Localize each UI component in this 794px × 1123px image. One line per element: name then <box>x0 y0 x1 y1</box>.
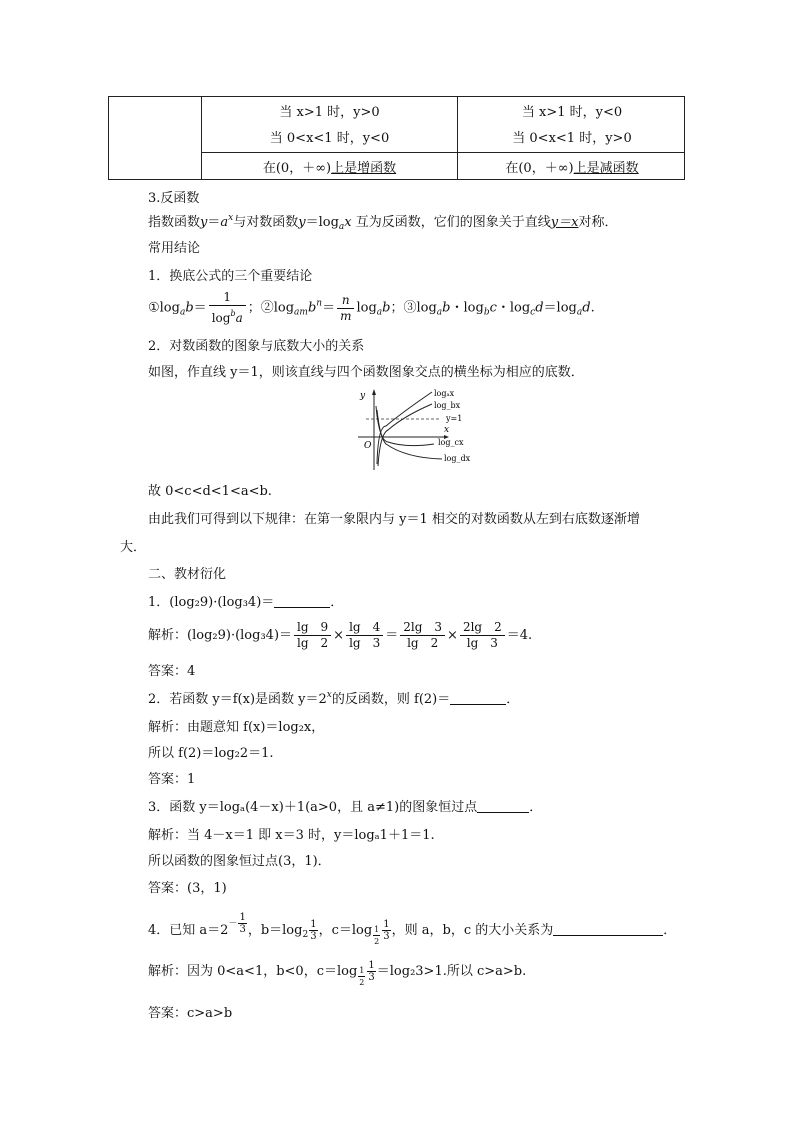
paragraph: 如图，作直线 y＝1，则该直线与四个函数图象交点的横坐标为相应的底数． <box>148 365 584 380</box>
x-label: x <box>444 425 450 435</box>
log-curves-graph <box>354 386 474 472</box>
cell-text-underlined: 上是增函数 <box>331 161 397 176</box>
text: 与对数函数 <box>233 215 299 230</box>
fraction: $\frac{2\lg 3}{\lg 2}$ <box>400 620 445 651</box>
solution-3: 所以函数的图象恒过点(3，1)． <box>148 854 331 869</box>
curve-label: log_bx <box>434 401 461 410</box>
table-cell: 当 0<x<1 时，y>0 <box>512 131 632 146</box>
curve-label: log_dx <box>444 454 471 463</box>
question-2: 2．若函数 y＝f(x)是函数 $y=2^x$的反函数，则 f(2)＝ ． <box>148 690 520 707</box>
solution-1: 解析：(log₂9)·(log₃4)＝ $\frac{\lg 9}{\lg 2}$ × $\frac{\lg 4}{\lg 3}$ ＝ $\frac{2\lg 3}{\lg 2}$ × $\frac{2\lg 2}{\lg 3}$ ＝4. <box>148 620 533 650</box>
section-heading: 二、教材衍化 <box>148 567 227 582</box>
answer-blank <box>553 923 663 936</box>
solution-3: 解析：当 4－x＝1 即 x＝3 时，y＝logₐ1＋1＝1. <box>148 828 435 843</box>
text: (log₂9)·(log₃4)＝ <box>187 628 293 643</box>
curve-label: logₐx <box>434 389 455 398</box>
cell-text-underlined: 上是减函数 <box>573 161 639 176</box>
table-cell: 当 x>1 时，y>0 <box>279 105 380 120</box>
question-text: 的反函数，则 f(2)＝ <box>331 692 451 707</box>
fraction: $\frac{1}{\log^ba}$ <box>209 290 246 326</box>
property-table <box>108 96 685 180</box>
answer-2: 答案：1 <box>148 772 196 787</box>
answer-1: 答案：4 <box>148 664 196 679</box>
cell-text: 在(0，＋∞) <box>262 161 332 176</box>
y-label: y <box>360 391 366 401</box>
y-axis-arrow <box>372 389 376 395</box>
paragraph: 故 0<c<d<1<a<b. <box>148 484 272 499</box>
subheading: 2．对数函数的图象与底数大小的关系 <box>148 339 365 354</box>
subheading: 1．换底公式的三个重要结论 <box>148 269 313 284</box>
solution-2: 解析：由题意知 f(x)＝log₂x， <box>148 720 325 735</box>
text: 指数函数 <box>148 215 201 230</box>
curve-label: log_cx <box>438 438 464 447</box>
answer-3: 答案：(3，1) <box>148 881 227 896</box>
solution-4: 解析：因为 0<a<1，b<0，c＝log $_{\frac{1}{2}}$ $\frac{1}{3}$ ＝log₂3>1.所以 c>a>b. <box>148 960 527 987</box>
fraction: $\frac{\lg 9}{\lg 2}$ <box>294 620 331 651</box>
table-cell <box>458 157 686 176</box>
question-4: 4．已知 $a=2^{- \frac{1}{3}}$ ，$b=\log_2$ $\frac{1}{3}$ ，c＝log $_{\frac{1}{2}}$ $\frac{1}{3}$ ，则 a，b，c 的大小关系为 ． <box>148 912 677 946</box>
text: ＝log₂3>1.所以 c>a>b. <box>376 964 527 979</box>
formula-line: $①\log_ab=$ $\frac{1}{\log^ba}$ ；$②\log_{am}b^n=$ $\frac{n}{m}$ $\log_ab$；$③\log_ab$・$\log_bc$・$\log_cd=\log_ad$. <box>148 290 595 325</box>
table-cell <box>202 157 457 176</box>
curve-log-d <box>377 410 442 459</box>
table-cell: 当 0<x<1 时，y<0 <box>269 131 390 146</box>
answer-blank <box>477 800 529 813</box>
text: ＝4. <box>506 628 533 643</box>
curve-log-b <box>378 404 432 466</box>
cell-text: 在(0，＋∞) <box>505 161 574 176</box>
text: 对称． <box>578 215 618 230</box>
line-label: y=1 <box>446 414 463 423</box>
answer-blank <box>450 692 506 705</box>
text: 解析：因为 0<a<1，b<0，c＝log <box>148 964 358 979</box>
solution-2: 所以 f(2)＝log₂2＝1. <box>148 746 274 761</box>
question-text: 2．若函数 y＝f(x)是函数 y＝2 <box>148 692 327 707</box>
underlined-answer: y＝x <box>550 215 579 230</box>
fraction: $\frac{1}{3}$ <box>310 919 317 942</box>
question-1: 1．(log₂9)·(log₃4)＝ ． <box>148 595 344 610</box>
fraction: $\frac{n}{m}$ <box>337 293 354 324</box>
paragraph: 由此我们可得到以下规律：在第一象限内与 y＝1 相交的对数函数从左到右底数逐渐增 <box>148 512 640 527</box>
paragraph: 大． <box>120 540 147 555</box>
question-text: 3．函数 y＝logₐ(4－x)＋1(a>0，且 a≠1)的图象恒过点 <box>148 800 478 815</box>
fraction: $\frac{2\lg 2}{\lg 3}$ <box>460 620 505 651</box>
paragraph: 指数函数$y=a^x$与对数函数$y=\log_ax$ 互为反函数，它们的图象关于直线y＝x对称． <box>148 213 618 232</box>
question-text: 4．已知 a＝2 <box>148 923 229 938</box>
label: 解析： <box>148 628 188 643</box>
text: 互为反函数，它们的图象关于直线 <box>355 215 551 230</box>
question-3: 3．函数 y＝logₐ(4－x)＋1(a>0，且 a≠1)的图象恒过点 ． <box>148 800 543 815</box>
origin-label: O <box>364 441 372 451</box>
question-text: ，b＝log <box>247 923 303 938</box>
question-text: ，则 a，b，c 的大小关系为 <box>391 923 554 938</box>
question-text: ，c＝log <box>318 923 373 938</box>
fraction: $\frac{1}{3}$ <box>368 960 375 983</box>
answer-blank <box>274 595 330 608</box>
table-divider <box>201 152 684 153</box>
section-heading: 3.反函数 <box>148 191 200 206</box>
section-heading: 常用结论 <box>148 241 201 256</box>
question-text: 1．(log₂9)·(log₃4)＝ <box>148 595 275 610</box>
fraction: $\frac{1}{3}$ <box>383 919 390 942</box>
answer-4: 答案：c>a>b <box>148 1006 233 1021</box>
fraction: $\frac{\lg 4}{\lg 3}$ <box>346 620 383 651</box>
table-cell: 当 x>1 时，y<0 <box>521 105 623 120</box>
